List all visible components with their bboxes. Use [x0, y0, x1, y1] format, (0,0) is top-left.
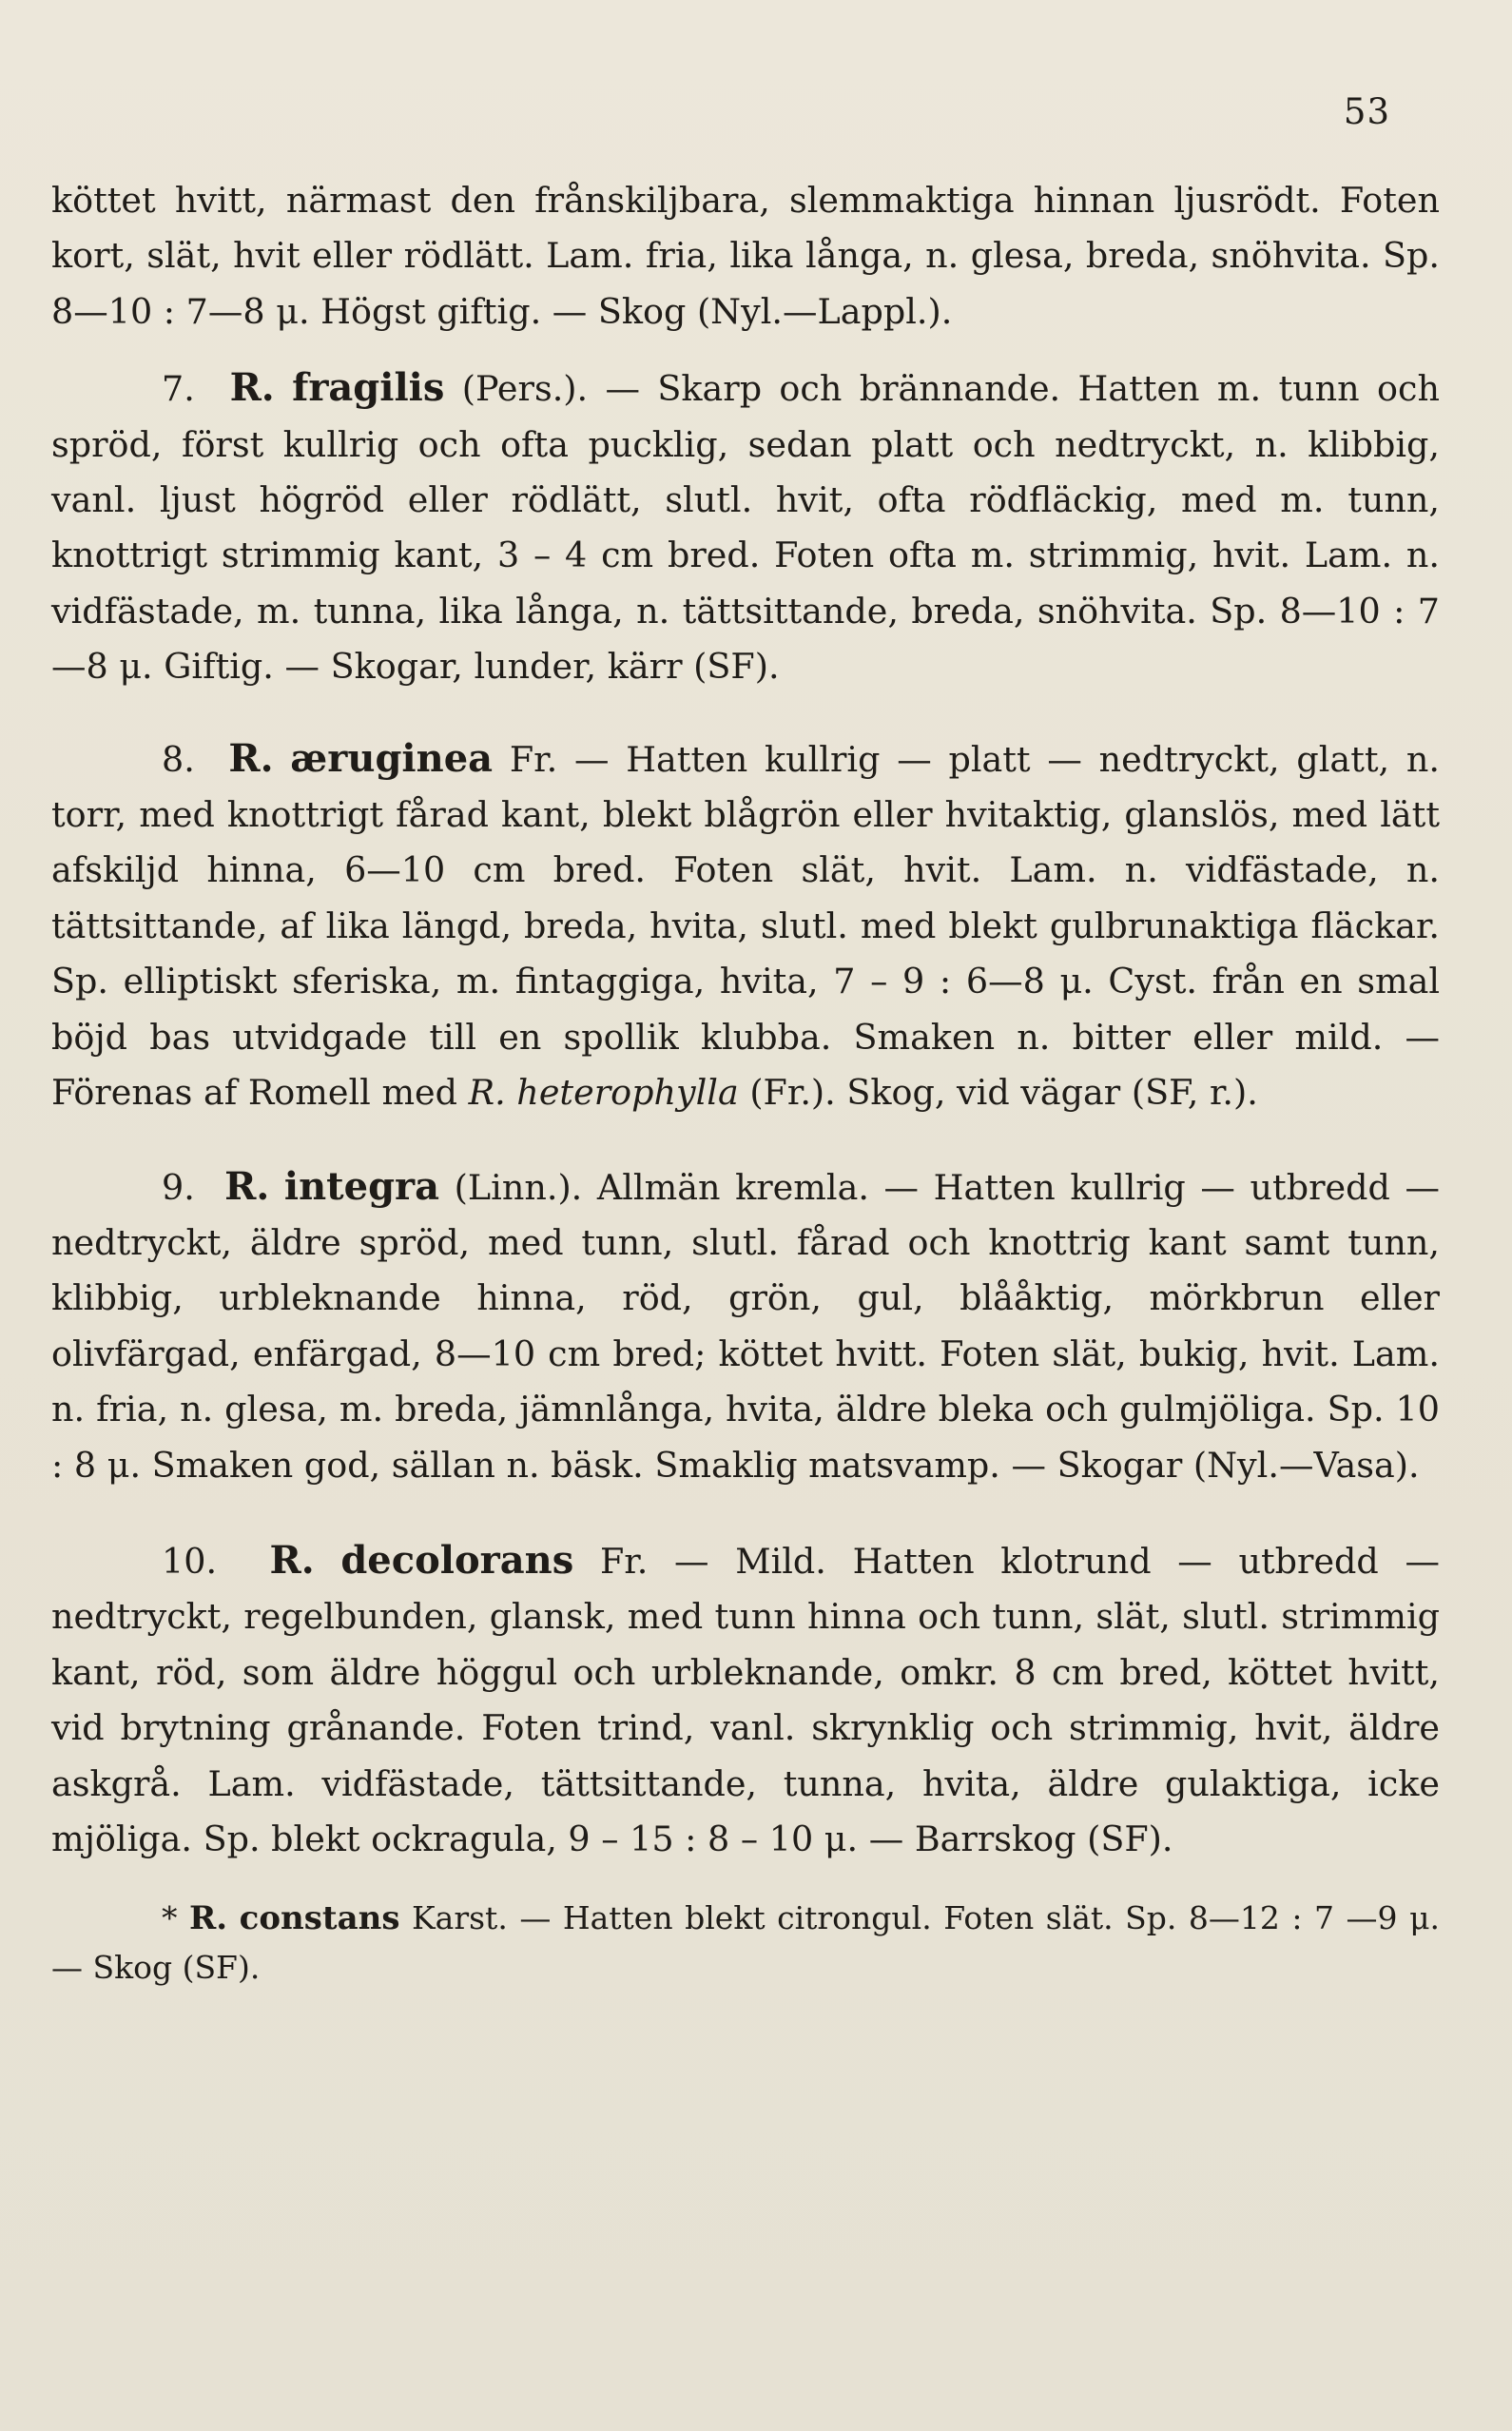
- note-species-name: constans: [239, 1899, 400, 1938]
- cross-reference-species: R. heterophylla: [468, 1072, 739, 1114]
- genus-abbrev: R.: [229, 365, 275, 411]
- entry-number: 9.: [162, 1166, 195, 1208]
- note-text: Karst. — Hatten blekt citrongul. Foten slät. Sp. 8—12 : 7 —9 μ. — Skog (SF).: [51, 1899, 1441, 1987]
- note-star: *: [162, 1899, 178, 1937]
- species-name: integra: [283, 1163, 440, 1209]
- entry-10: [51, 1533, 1440, 1867]
- entry-number: 8.: [162, 738, 195, 780]
- page-text: [51, 173, 1440, 1993]
- entry-description: Fr. — Mild. Hatten klotrund — utbredd — nedtryckt, regelbunden, glansk, med tunn hinna och tunn, slät, slutl. strimmig kant, röd, som äldre höggul och urbleknande, omkr. 8 cm bred, köttet hvitt, vid brytning grånande. Foten trind, vanl. skrynklig och strimmig, hvit, äldre askgrå. Lam. vidfästade, tättsittande, tunna, hvita, äldre gulaktiga, icke mjöliga. Sp. blekt ockragula, 9 – 15 : 8 – 10 μ. — Barrskog (SF).: [51, 1540, 1440, 1859]
- species-name: fragilis: [292, 365, 445, 411]
- page-number: 53: [1343, 91, 1390, 132]
- entry-description-end: (Fr.). Skog, vid vägar (SF, r.).: [738, 1072, 1258, 1114]
- species-name: æruginea: [290, 735, 494, 781]
- genus-abbrev: R.: [228, 735, 274, 781]
- entry-description: Fr. — Hatten kullrig — platt — nedtryckt, glatt, n. torr, med knottrigt fårad kant, blekt blågrön eller hvitaktig, glanslös, med lätt afskiljd hinna, 6—10 cm bred. Foten slät, hvit. Lam. n. vidfästade, n. tättsittande, af lika längd, breda, hvita, slutl. med blekt gulbrunaktiga fläckar. Sp. elliptiskt sferiska, m. fintaggiga, hvita, 7 – 9 : 6—8 μ. Cyst. från en smal böjd bas utvidgade till en spollik klubba. Smaken n. bitter eller mild. — Förenas af Romell med: [51, 738, 1440, 1114]
- footnote-entry: [51, 1894, 1440, 1993]
- entry-8: [51, 731, 1440, 1121]
- entry-number: 10.: [162, 1540, 218, 1582]
- entry-9: [51, 1159, 1440, 1493]
- entry-description: (Pers.). — Skarp och brännande. Hatten m. tunn och spröd, först kullrig och ofta pucklig, sedan platt och nedtryckt, n. klibbig, vanl. ljust högröd eller rödlätt, slutl. hvit, ofta rödfläckig, med m. tunn, knottrigt strimmig kant, 3 – 4 cm bred. Foten ofta m. strimmig, hvit. Lam. n. vidfästade, m. tunna, lika långa, n. tättsittande, breda, snöhvita. Sp. 8—10 : 7—8 μ. Giftig. — Skogar, lunder, kärr (SF).: [51, 368, 1440, 688]
- entry-number: 7.: [162, 368, 195, 410]
- intro-paragraph: köttet hvitt, närmast den frånskiljbara, slemmaktiga hinnan ljusrödt. Foten kort, slät, hvit eller rödlätt. Lam. fria, lika långa, n. glesa, breda, snöhvita. Sp. 8—10 : 7—8 μ. Högst giftig. — Skog (Nyl.—Lappl.).: [51, 180, 1440, 332]
- genus-abbrev: R.: [269, 1537, 315, 1583]
- note-genus: R.: [189, 1899, 228, 1938]
- species-name: decolorans: [340, 1537, 574, 1583]
- entry-description: (Linn.). Allmän kremla. — Hatten kullrig — utbredd — nedtryckt, äldre spröd, med tunn, slutl. fårad och knottrig kant samt tunn, klibbig, urbleknande hinna, röd, grön, gul, blååktig, mörkbrun eller olivfärgad, enfärgad, 8—10 cm bred; köttet hvitt. Foten slät, bukig, hvit. Lam. n. fria, n. glesa, m. breda, jämnlånga, hvita, äldre bleka och gulmjöliga. Sp. 10 : 8 μ. Smaken god, sällan n. bäsk. Smaklig matsvamp. — Skogar (Nyl.—Vasa).: [51, 1166, 1440, 1486]
- entry-7: [51, 360, 1440, 694]
- genus-abbrev: R.: [224, 1163, 270, 1209]
